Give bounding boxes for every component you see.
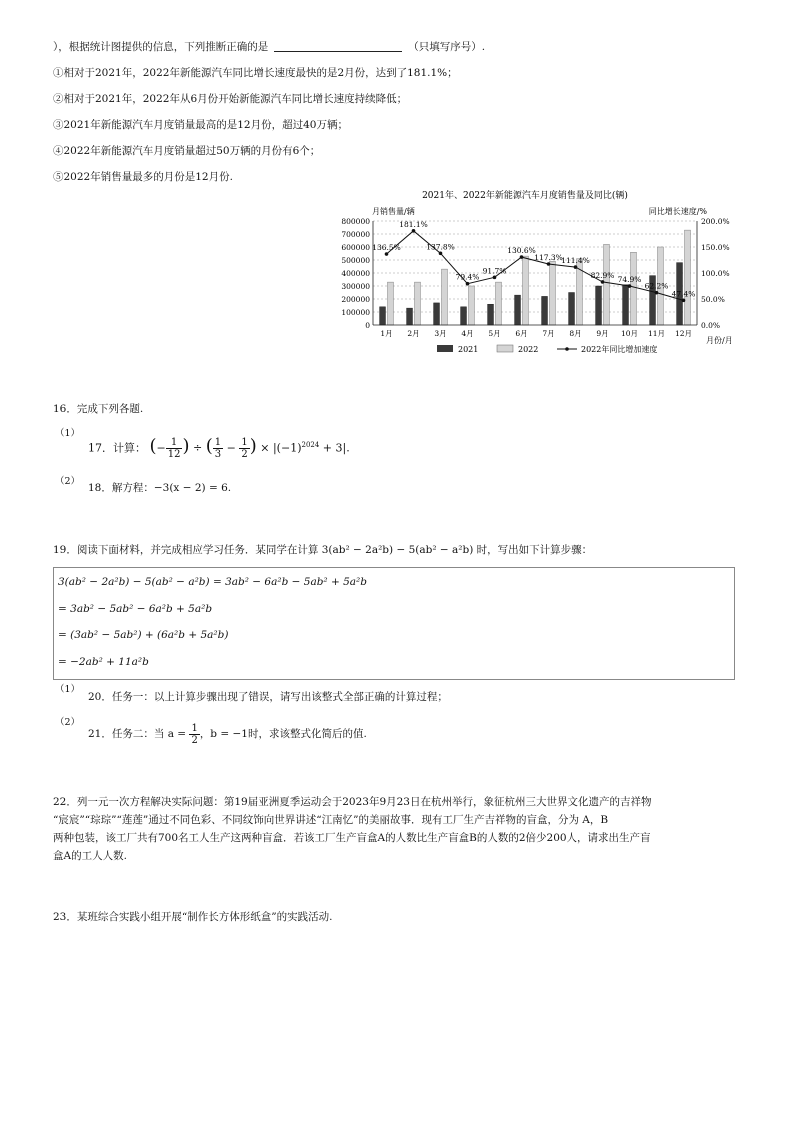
growth-data-label: 117.3% [534,253,563,263]
question-15-stem [53,40,485,54]
y2-tick-label: 0.0% [701,321,721,330]
legend-label-2021: 2021 [458,345,479,354]
q20-task-one: 20．任务一：以上计算步骤出现了错误，请写出该整式全部正确的计算过程； [88,691,448,703]
bar-2021 [434,303,440,325]
y-tick-label: 400000 [341,269,370,278]
x-tick-label: 5月 [488,329,501,338]
option-2: ②相对于2021年，2022年从6月份开始新能源汽车同比增长速度持续降低； [53,93,408,105]
bar-2022 [631,252,637,325]
bar-2021 [542,296,548,325]
bar-2021 [488,304,494,325]
bar-2022 [496,282,502,325]
growth-data-label: 62.2% [644,281,669,291]
growth-point [520,255,524,259]
y-tick-label: 200000 [341,295,370,304]
x-tick-label: 3月 [434,329,447,338]
q21-task-two [88,720,367,748]
x-tick-label: 8月 [569,329,582,338]
y2-tick-label: 50.0% [701,295,725,304]
y-tick-label: 600000 [341,243,370,252]
growth-point [655,291,659,295]
fraction-1-2: $\frac{1}{2}$ [191,722,198,746]
option-5: ⑤2022年销售量最多的月份是12月份. [53,171,233,183]
x-tick-label: 4月 [461,329,474,338]
fraction-1-12: $\frac{1}{12}$ [167,437,181,461]
q21-end: ，b = −1时，求该整式化简后的值. [199,728,367,740]
growth-data-label: 82.9% [590,270,615,280]
q17-label: 17．计算： [88,441,146,455]
fraction-1-2: $\frac{1}{2}$ [241,437,248,461]
bar-2021 [596,286,602,325]
x-tick-label: 11月 [647,329,666,338]
growth-line [387,231,684,301]
bar-2022 [685,230,691,325]
growth-data-label: 47.4% [671,289,696,299]
bar-2021 [515,295,521,325]
x-tick-label: 6月 [515,329,528,338]
y2-tick-label: 200.0% [701,217,730,226]
x-tick-label: 10月 [620,329,639,338]
growth-point [385,252,389,256]
y2-tick-label: 150.0% [701,243,730,252]
q22-line-4: 盒A的工人人数. [53,850,127,862]
bar-2022 [550,261,556,325]
y-tick-label: 100000 [341,308,370,317]
q23-text: 23．某班综合实践小组开展“制作长方体形纸盒”的实践活动. [53,911,333,923]
legend-label-2022: 2022 [518,345,539,354]
bar-2021 [461,307,467,325]
growth-point [682,299,686,303]
y-tick-label: 500000 [341,256,370,265]
option-4: ④2022年新能源汽车月度销量超过50万辆的月份有6个； [53,145,321,157]
y-tick-label: 800000 [341,217,370,226]
option-3: ③2021年新能源汽车月度销量最高的是12月份，超过40万辆； [53,119,348,131]
legend-swatch-2021 [437,345,453,352]
part-2-tag: （2） [55,717,81,728]
growth-data-label: 79.4% [455,272,480,282]
x-axis-label: 月份/月 [706,336,733,345]
legend-marker-growth [565,347,569,351]
x-tick-label: 12月 [674,329,693,338]
growth-data-label: 74.9% [617,275,642,285]
q18-equation: 18．解方程：−3(x − 2) = 6. [88,482,232,494]
bar-2022 [415,282,421,325]
x-tick-label: 2月 [407,329,420,338]
fraction-1-3: $\frac{1}{3}$ [214,437,222,461]
sales-chart [325,188,733,363]
step-1: 3(ab² − 2a²b) − 5(ab² − a²b) = 3ab² − 6a²b − 5ab² + 5a²b [58,576,367,588]
y-axis-label: 月销售量/辆 [372,207,415,216]
part-1-tag: （1） [55,428,81,439]
legend-label-growth: 2022年同比增加速度 [581,345,658,354]
y2-axis-label: 同比增长速度/% [648,207,707,216]
chart-title: 2021年、2022年新能源汽车月度销售量及同比(辆) [422,191,628,201]
bar-2021 [407,308,413,325]
growth-point [574,265,578,269]
q17-expression: 17．计算： (− $\frac{1}{12}$ ) ÷ ( $\frac{1}{3}$ − $\frac{1}{2}$ ) × $|(-1)^{2024} + 3|$. [88,435,350,461]
step-3: = (3ab² − 5ab²) + (6a²b + 5a²b) [58,629,229,641]
q16-title: 16．完成下列各题. [53,403,144,415]
q22-line-2: “宸宸”“琮琮”“莲莲”通过不同色彩、不同纹饰向世界讲述“江南忆”的美丽故事．现有工厂生产吉祥物的盲盒，分为 A，B [53,814,609,826]
x-tick-label: 7月 [542,329,555,338]
question-stem-text: ），根据统计图提供的信息，下列推断正确的是 [53,41,269,53]
growth-point [601,280,605,284]
question-stem-end: （只填写序号）. [408,41,486,53]
growth-data-label: 130.6% [507,246,536,256]
bar-2022 [604,244,610,325]
y-tick-label: 700000 [341,230,370,239]
part-1-tag: （1） [55,684,81,695]
bar-2021 [623,285,629,325]
option-1: ①相对于2021年，2022年新能源汽车同比增长速度最快的是2月份，达到了181.1%； [53,67,458,79]
legend-swatch-2022 [497,345,513,352]
q21-start: 21．任务二：当 a = [88,728,187,740]
q22-line-3: 两种包装，该工厂共有700名工人生产这两种盲盒．若该工厂生产盲盒A的人数比生产盲盒B的人数的2倍少200人，请求出生产盲 [53,832,651,844]
y2-tick-label: 100.0% [701,269,730,278]
bar-2021 [569,293,575,326]
growth-point [466,282,470,286]
bar-2022 [442,269,448,325]
bar-2022 [523,256,529,325]
growth-data-label: 181.1% [399,219,428,229]
q22-line-1: 22．列一元一次方程解决实际问题：第19届亚洲夏季运动会于2023年9月23日在杭州举行，象征杭州三大世界文化遗产的吉祥物 [53,796,652,808]
growth-point [628,284,632,288]
y-tick-label: 0 [365,321,370,330]
growth-point [493,276,497,280]
growth-data-label: 111.4% [561,256,590,266]
growth-data-label: 136.5% [372,243,401,253]
exponent-2024: 2024 [301,441,320,449]
answer-blank[interactable] [274,40,402,52]
growth-data-label: 137.8% [426,242,455,252]
growth-point [439,252,443,256]
step-4: = −2ab² + 11a²b [58,656,149,668]
y-tick-label: 300000 [341,282,370,291]
bar-2022 [469,286,475,325]
bar-2022 [388,282,394,325]
bar-2021 [380,307,386,325]
part-2-tag: （2） [55,476,81,487]
x-tick-label: 9月 [596,329,609,338]
q19-intro: 19．阅读下面材料，并完成相应学习任务．某同学在计算 3(ab² − 2a²b) − 5(ab² − a²b) 时，写出如下计算步骤： [53,544,593,556]
step-2: = 3ab² − 5ab² − 6a²b + 5a²b [58,603,213,615]
x-tick-label: 1月 [380,329,393,338]
calculation-steps-box [53,567,735,680]
growth-data-label: 91.7% [482,266,507,276]
growth-point [412,229,416,233]
growth-point [547,262,551,266]
